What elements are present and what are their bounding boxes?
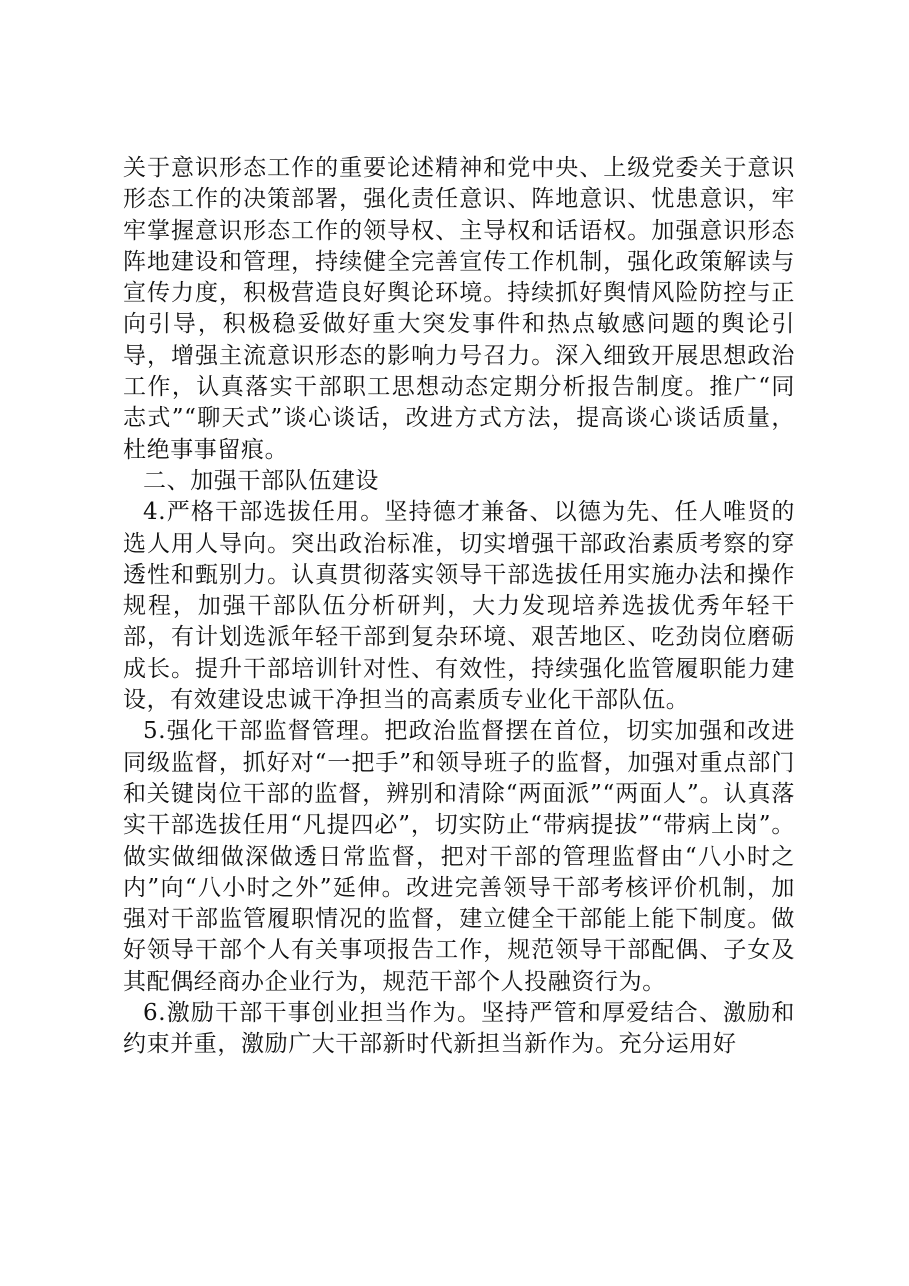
document-page — [123, 153, 795, 1061]
paragraph-cadre-supervision: 5.强化干部监督管理。把政治监督摆在首位，切实加强和改进同级监督，抓好对“一把手”和领导班子的监督，加强对重点部门和关键岗位干部的监督，辨别和清除“两面派”“两面人”。认真落实干部选拔任用“凡提四必”，切实防止“带病提拔”“带病上岗”。做实做细做深做透日常监督，把对干部的管理监督由“八小时之内”向“八小时之外”延伸。改进完善领导干部考核评价机制，加强对干部监管履职情况的监督，建立健全干部能上能下制度。做好领导干部个人有关事项报告工作，规范领导干部配偶、子女及其配偶经商办企业行为，规范干部个人投融资行为。 — [123, 718, 795, 995]
paragraph-cadre-selection: 4.严格干部选拔任用。坚持德才兼备、以德为先、任人唯贤的选人用人导向。突出政治标准，切实增强干部政治素质考察的穿透性和甄别力。认真贯彻落实领导干部选拔任用实施办法和操作规程，加强干部队伍分析研判，大力发现培养选拔优秀年轻干部，有计划选派年轻干部到复杂环境、艰苦地区、吃劲岗位磨砺成长。提升干部培训针对性、有效性，持续强化监管履职能力建设，有效建设忠诚干净担当的高素质专业化干部队伍。 — [123, 499, 795, 714]
section-heading-cadre-team: 二、加强干部队伍建设 — [143, 467, 379, 494]
paragraph-ideology-work: 关于意识形态工作的重要论述精神和党中央、上级党委关于意识形态工作的决策部署，强化责任意识、阵地意识、忧患意识，牢牢掌握意识形态工作的领导权、主导权和话语权。加强意识形态阵地建设和管理，持续健全完善宣传工作机制，强化政策解读与宣传力度，积极营造良好舆论环境。持续抓好舆情风险防控与正向引导，积极稳妥做好重大突发事件和热点敏感问题的舆论引导，增强主流意识形态的影响力号召力。深入细致开展思想政治工作，认真落实干部职工思想动态定期分析报告制度。推广“同志式”“聊天式”谈心谈话，改进方式方法，提高谈心谈话质量，杜绝事事留痕。 — [123, 155, 795, 463]
paragraph-cadre-incentive: 6.激励干部干事创业担当作为。坚持严管和厚爱结合、激励和约束并重，激励广大干部新时代新担当新作为。充分运用好 — [123, 1000, 795, 1058]
